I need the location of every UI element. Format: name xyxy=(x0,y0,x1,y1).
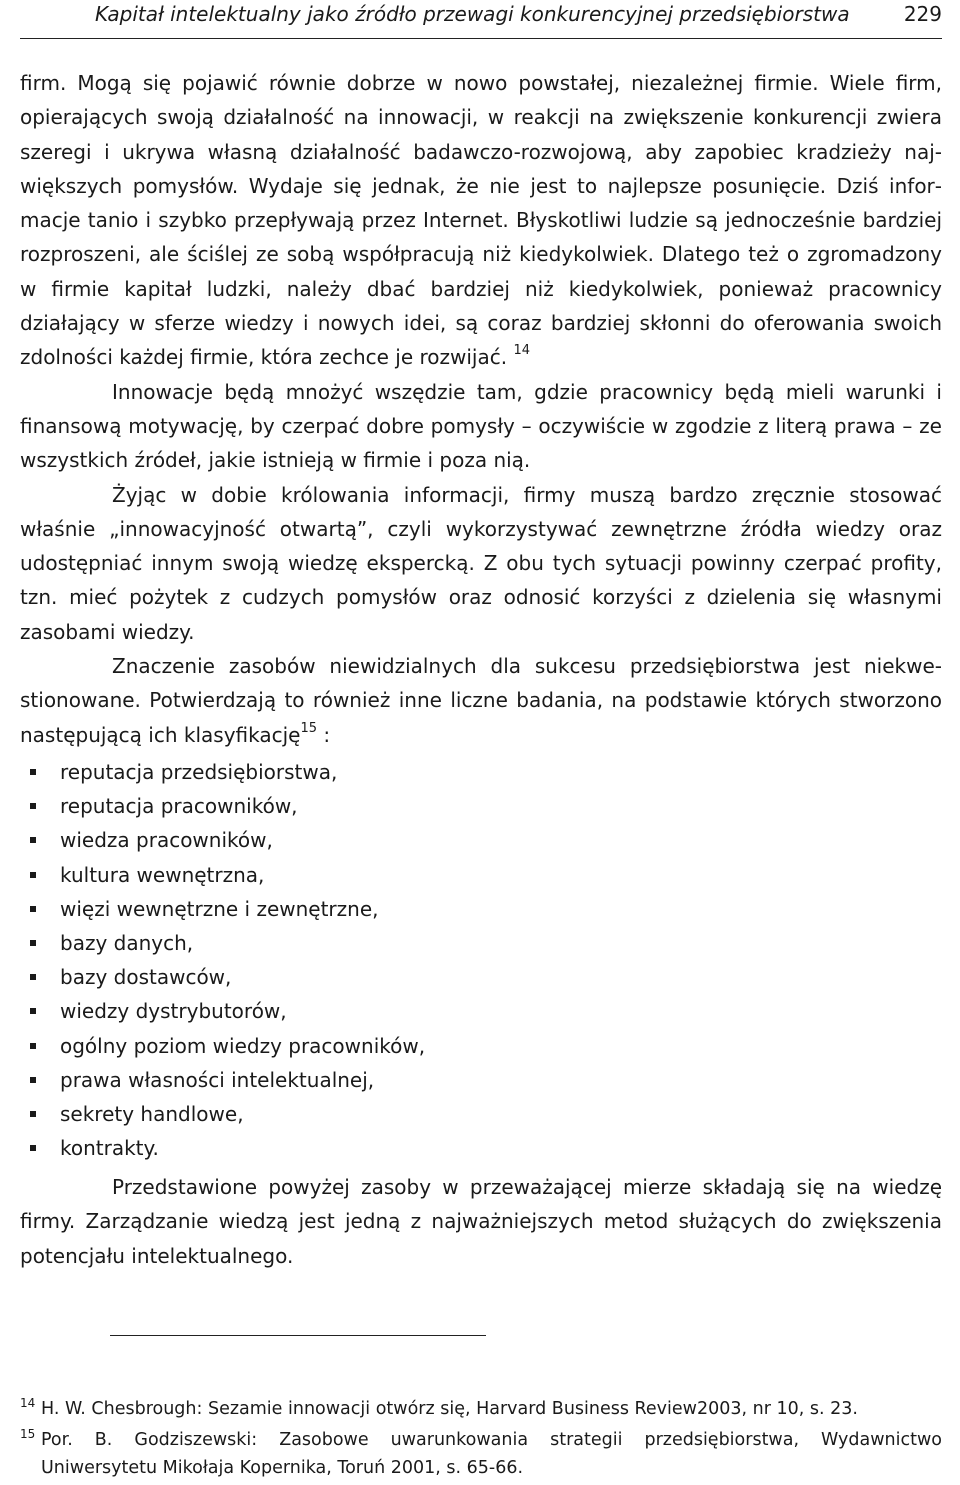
list-item: więzi wewnętrzne i zewnętrzne, xyxy=(30,892,425,926)
paragraph-4-text: Znaczenie zasobów niewidzialnych dla sukcesu przedsiębiorstwa jest niekwestionowane. Potwierdzają to również inne liczne badania, na podstawie których stworzono następującą ich klasyfikację xyxy=(20,654,942,747)
paragraph-3: Żyjąc w dobie królowania informacji, firmy muszą bardzo zręcznie stosować właśnie „innowacyjność otwartą”, czyli wykorzystywać zewnętrzne źródła wiedzy oraz udostępniać innym swoją wiedzę ekspercką. Z obu tych sytuacji powinny czerpać profity, tzn. mieć pożytek z cudzych pomysłów oraz odnosić korzyści z dzielenia się własnymi zasobami wiedzy. xyxy=(20,482,942,644)
square-bullet-icon xyxy=(30,1043,36,1049)
square-bullet-icon xyxy=(30,837,36,843)
list-item: reputacja pracowników, xyxy=(30,789,425,823)
paragraph-2: Innowacje będą mnożyć wszędzie tam, gdzie pracownicy będą mieli warunki i finansową motywację, by czerpać dobre pomysły – oczywiście w zgodzie z literą prawa – ze wszystkich źródeł, jakie istnieją w firmie i poza nią. xyxy=(20,379,942,473)
footnote-number: 15 xyxy=(20,1427,36,1441)
list-item: bazy dostawców, xyxy=(30,960,425,994)
square-bullet-icon xyxy=(30,1111,36,1117)
list-item: prawa własności intelektualnej, xyxy=(30,1063,425,1097)
footnote-separator xyxy=(110,1335,486,1336)
footnote-number: 14 xyxy=(20,1396,36,1410)
paragraph-1 xyxy=(20,66,942,375)
paragraph-4-tail: : xyxy=(317,722,331,747)
running-header xyxy=(20,0,942,39)
list-item: sekrety handlowe, xyxy=(30,1097,425,1131)
list-item: kultura wewnętrzna, xyxy=(30,858,425,892)
square-bullet-icon xyxy=(30,1077,36,1083)
square-bullet-icon xyxy=(30,803,36,809)
square-bullet-icon xyxy=(30,872,36,878)
paragraph-1-text: firm. Mogą się pojawić równie dobrze w nowo powstałej, niezależnej firmie. Wiele firm, opierających swoją działalność na innowacji, w reakcji na zwiększenie konkurencji zwiera szeregi i ukrywa własną działalność badawczo-rozwojową, aby zapobiec kradzieży największych pomysłów. Wydaje się jednak, że nie jest to najlepsze posunięcie. Dziś informacje tanio i szybko przepływają przez Internet. Błyskotliwi ludzie są jednocześnie bardziej rozproszeni, ale ściślej ze sobą współpracują niż kiedykolwiek. Dlatego też o zgromadzony w firmie kapitał ludzki, należy dbać bardziej niż kiedykolwiek, ponieważ pracownicy działający w sferze wiedzy i nowych idei, są coraz bardziej skłonni do oferowania swoich zdolności każdej firmie, która zechce je rozwijać. xyxy=(20,71,942,370)
list-item: wiedza pracowników, xyxy=(30,823,425,857)
running-header-title: Kapitał intelektualny jako źródło przewagi konkurencyjnej przedsiębiorstwa xyxy=(95,2,850,26)
list-item: bazy danych, xyxy=(30,926,425,960)
list-item: kontrakty. xyxy=(30,1131,425,1165)
footnote-ref-15: 15 xyxy=(300,720,318,736)
list-item: ogólny poziom wiedzy pracowników, xyxy=(30,1029,425,1063)
square-bullet-icon xyxy=(30,1145,36,1151)
square-bullet-icon xyxy=(30,906,36,912)
square-bullet-icon xyxy=(30,940,36,946)
square-bullet-icon xyxy=(30,1008,36,1014)
paragraph-5: Przedstawione powyżej zasoby w przeważającej mierze składają się na wiedzę firmy. Zarządzanie wiedzą jest jedną z najważniejszych metod służących do zwiększenia potencjału intelektualnego. xyxy=(20,1175,942,1268)
footnote-14 xyxy=(20,1395,942,1423)
main-text xyxy=(20,66,942,752)
footnote-15 xyxy=(20,1426,942,1482)
footnote-text: Por. B. Godziszewski: Zasobowe uwarunkowania strategii przedsiębiorstwa, Wydawnictwo Uniwersytetu Mikołaja Kopernika, Toruń 2001, s. 65-66. xyxy=(41,1430,942,1478)
footnote-ref-14: 14 xyxy=(513,343,531,359)
resource-classification-list xyxy=(30,755,425,1165)
closing-text xyxy=(20,1170,942,1273)
footnote-text: H. W. Chesbrough: Sezamie innowacji otwórz się, Harvard Business Review2003, nr 10, s. 23. xyxy=(41,1399,858,1419)
square-bullet-icon xyxy=(30,769,36,775)
footnotes xyxy=(20,1395,942,1482)
page-number: 229 xyxy=(903,2,942,26)
square-bullet-icon xyxy=(30,974,36,980)
list-item: reputacja przedsiębiorstwa, xyxy=(30,755,425,789)
paragraph-4 xyxy=(20,649,942,752)
list-item: wiedzy dystrybutorów, xyxy=(30,994,425,1028)
